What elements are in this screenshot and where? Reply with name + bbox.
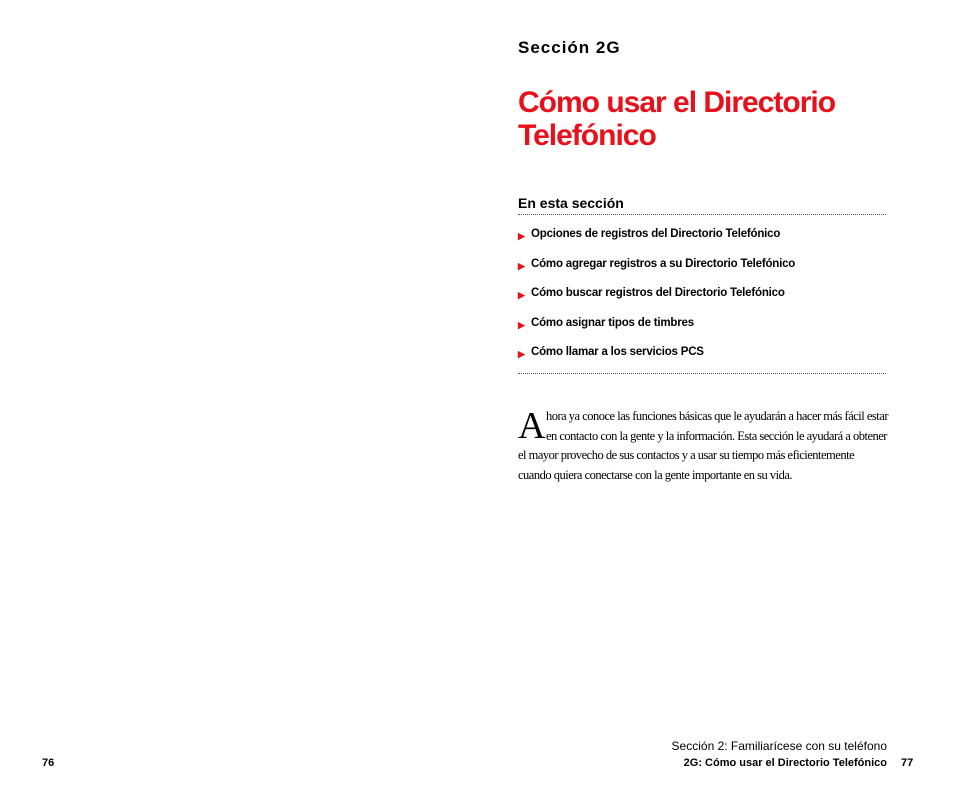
- triangle-right-icon: ▶: [518, 349, 525, 359]
- title-line-2: Telefónico: [518, 119, 656, 152]
- in-section-heading: En esta sección: [518, 195, 624, 211]
- list-item: [518, 317, 886, 347]
- intro-paragraph: [518, 407, 888, 485]
- list-item: [518, 346, 886, 376]
- triangle-right-icon: ▶: [518, 290, 525, 300]
- footer-section-name: Sección 2: Familiarícese con su teléfono: [671, 739, 887, 753]
- triangle-right-icon: ▶: [518, 260, 525, 271]
- list-item: [518, 258, 886, 288]
- list-item-label: Cómo agregar registros a su Directorio Telefónico: [531, 257, 796, 270]
- left-page-number: 76: [42, 757, 55, 769]
- triangle-right-icon: ▶: [518, 231, 525, 241]
- list-item-label: Cómo asignar tipos de timbres: [531, 316, 694, 329]
- triangle-right-icon: ▶: [518, 319, 525, 330]
- footer-chapter-name: 2G: Cómo usar el Directorio Telefónico: [683, 757, 887, 769]
- list-item: [518, 287, 886, 317]
- list-item-label: Opciones de registros del Directorio Telefónico: [531, 228, 781, 240]
- list-item: [518, 228, 886, 258]
- list-item-label: Cómo buscar registros del Directorio Telefónico: [531, 287, 785, 299]
- section-label: Sección 2G: [518, 38, 621, 57]
- divider-top: [518, 214, 886, 215]
- list-item-label: Cómo llamar a los servicios PCS: [531, 346, 704, 358]
- title-line-1: Cómo usar el Directorio: [518, 86, 836, 119]
- page-title: [518, 86, 898, 152]
- drop-cap: A: [518, 405, 545, 447]
- intro-text: hora ya conoce las funciones básicas que le ayudarán a hacer más fácil estar en contacto con la gente y la información. Esta sección le ayudará a obtener el mayor provecho de sus contactos y a usar su tiempo más eficientemente cuando quiera conectarse con la gente importante en su vida.: [518, 409, 888, 482]
- right-page-number: 77: [901, 757, 914, 769]
- divider-bottom: [518, 373, 886, 374]
- section-contents-list: [518, 228, 886, 376]
